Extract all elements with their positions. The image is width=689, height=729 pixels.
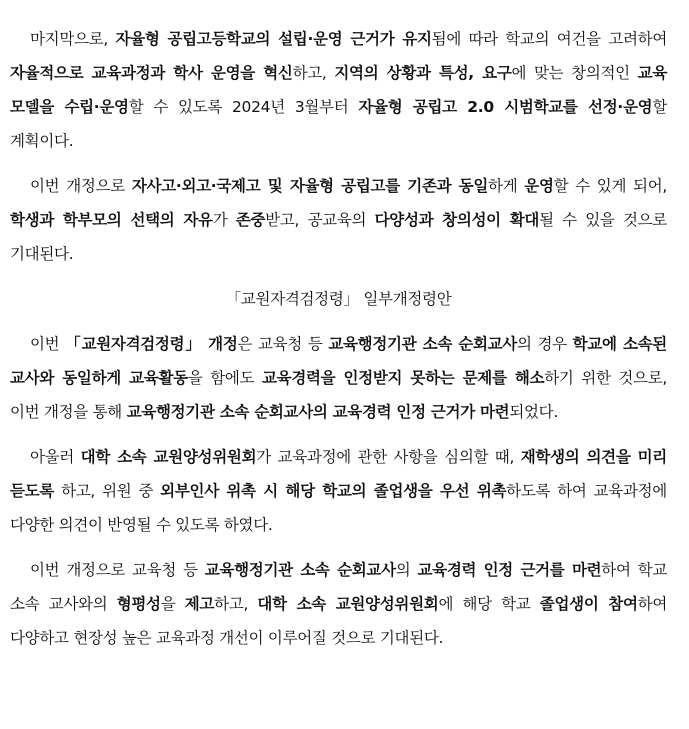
bold-text-run: 대학 소속 교원양성위원회	[257, 595, 439, 613]
bold-text-run: 형평성	[116, 595, 161, 613]
bold-text-run: 교육행정기관 소속 순회교사의 교육경력 인정 근거가 마련	[126, 403, 510, 421]
bold-text-run: 대학 소속 교원양성위원회	[80, 448, 257, 466]
text-run: 에 해당 학교	[438, 595, 540, 613]
bold-text-run: 「교원자격검정령」 개정	[65, 335, 238, 353]
text-run: 하고, 위원 중	[54, 482, 161, 500]
bold-text-run: 제고	[184, 595, 215, 613]
text-run: 될 수 있을 것으로 기대된다.	[10, 211, 667, 263]
text-run: 할 계획이다.	[10, 98, 667, 150]
text-run: 의	[395, 561, 418, 579]
text-run: 을	[160, 595, 185, 613]
paragraph-teacher-training-committee	[10, 440, 667, 542]
text-run: 에 맞는 창의적인	[511, 64, 638, 82]
bold-text-run: 자율형 공립고 2.0 시범학교를 선정·운영	[358, 98, 653, 116]
bold-text-run: 학교에 소속된 교사와 동일하게 교육활동	[10, 335, 667, 387]
text-run: 받고, 공교육의	[265, 211, 375, 229]
text-run: 하고,	[292, 64, 335, 82]
text-run: 하고,	[214, 595, 258, 613]
bold-text-run: 존중	[235, 211, 266, 229]
text-run: 의 경우	[516, 335, 573, 353]
text-run: 아울러	[30, 448, 81, 466]
bold-text-run: 다양성과 창의성이 확대	[374, 211, 540, 229]
text-run: 하게	[488, 177, 525, 195]
paragraph-autonomous-public-school	[10, 22, 667, 158]
bold-text-run: 학생과 학부모의 선택의 자유	[10, 211, 213, 229]
bold-text-run: 교육경력 인정 근거를 마련	[417, 561, 602, 579]
paragraph-revision-effect	[10, 169, 667, 271]
text-run: 이번 개정으로	[30, 177, 132, 195]
text-run: 이번	[30, 335, 66, 353]
text-run: 됨에 따라 학교의 여건을 고려하여	[431, 30, 667, 48]
text-run: 이번 개정으로 교육청 등	[30, 561, 205, 579]
bold-text-run: 지역의 상황과 특성, 요구	[334, 64, 512, 82]
text-run: 하여 학교 소속 교사와의	[10, 561, 667, 613]
bold-text-run: 졸업생이 참여	[539, 595, 638, 613]
bold-text-run: 운영	[524, 177, 554, 195]
section-heading: 「교원자격검정령」 일부개정령안	[225, 290, 452, 308]
bold-text-run: 교육행정기관 소속 순회교사	[328, 335, 517, 353]
bold-text-run: 교육경력을 인정받지 못하는 문제를 해소	[261, 369, 545, 387]
text-run: 하기 위한 것으로, 이번 개정을 통해	[10, 369, 667, 421]
bold-text-run: 교육행정기관 소속 순회교사	[204, 561, 396, 579]
paragraph-expected-outcome	[10, 553, 667, 655]
bold-text-run: 자율적으로 교육과정과 학사 운영을 혁신	[10, 64, 293, 82]
bold-text-run: 외부인사 위촉 시 해당 학교의 졸업생을 우선 위촉	[160, 482, 507, 500]
bold-text-run: 자율형 공립고등학교의 설립·운영 근거가 유지	[115, 30, 432, 48]
text-run: 되었다.	[509, 403, 558, 421]
paragraph-itinerant-teacher	[10, 327, 667, 429]
intro-paragraphs	[10, 22, 667, 271]
text-run: 하여 다양하고 현장성 높은 교육과정 개선이 이루어질 것으로 기대된다.	[10, 595, 667, 647]
text-run: 하도록 하여 교육과정에 다양한 의견이 반영될 수 있도록 하였다.	[10, 482, 667, 534]
text-run: 할 수 있도록 2024년 3월부터	[128, 98, 359, 116]
text-run: 을 함에도	[187, 369, 262, 387]
text-run: 가 교육과정에 관한 사항을 심의할 때,	[256, 448, 521, 466]
text-run: 마지막으로,	[30, 30, 116, 48]
text-run: 할 수 있게 되어,	[553, 177, 667, 195]
section-paragraphs	[10, 327, 667, 655]
text-run: 가	[212, 211, 236, 229]
bold-text-run: 자사고·외고·국제고 및 자율형 공립고를 기존과 동일	[131, 177, 489, 195]
bold-text-run: 교육 모델을 수립·운영	[10, 64, 668, 116]
bold-text-run: 재학생의 의견을 미리 듣도록	[10, 448, 667, 500]
text-run: 은 교육청 등	[237, 335, 329, 353]
